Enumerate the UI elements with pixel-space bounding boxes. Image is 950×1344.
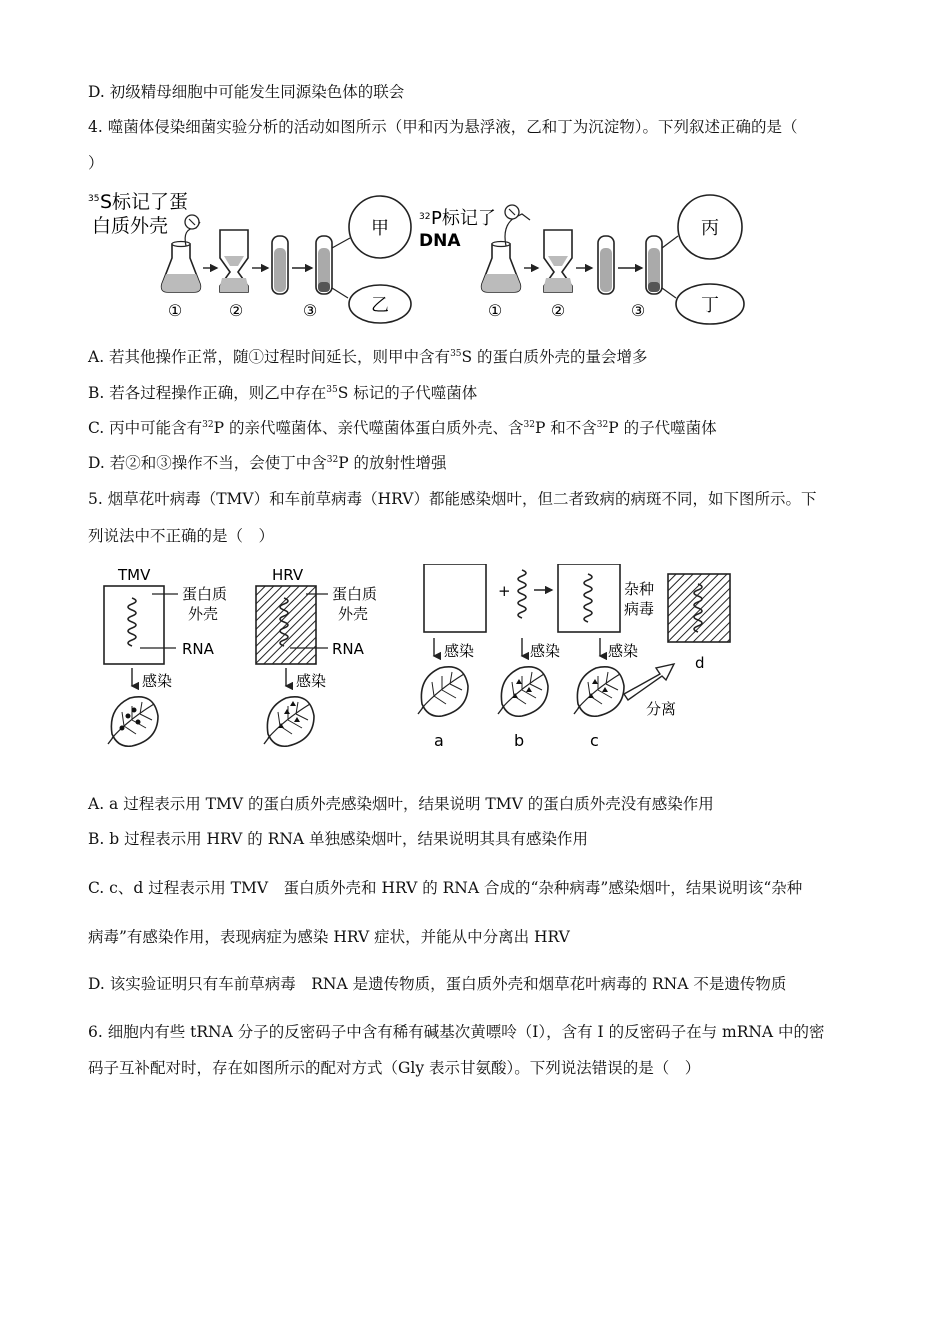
svg-text:b: b: [514, 731, 525, 750]
svg-text:c: c: [590, 731, 599, 750]
q6-stem-line1: 6. 细胞内有些 tRNA 分子的反密码子中含有稀有碱基次黄嘌呤（I），含有 I 的反密码子在与 mRNA 中的密: [88, 1023, 825, 1041]
svg-text:蛋白质: 蛋白质: [182, 585, 228, 603]
svg-text:RNA: RNA: [332, 640, 364, 658]
right-label-line2: DNA: [419, 231, 461, 251]
svg-text:感染: 感染: [530, 642, 561, 660]
svg-text:①: ①: [167, 301, 183, 320]
svg-text:③: ③: [302, 301, 318, 320]
q3-option-d: D. 初级精母细胞中可能发生同源染色体的联会: [88, 83, 405, 101]
left-label-mass: 35: [88, 194, 100, 204]
label-bing: 丙: [701, 218, 719, 239]
label-jia: 甲: [371, 218, 389, 239]
q5-option-c-line1: C. c、d 过程表示用 TMV 蛋白质外壳和 HRV 的 RNA 合成的“杂种病毒”感染烟叶，结果说明该“杂种: [88, 879, 803, 897]
q5-option-b: B. b 过程表示用 HRV 的 RNA 单独感染烟叶，结果说明其具有感染作用: [88, 830, 589, 848]
svg-text:病毒: 病毒: [624, 600, 655, 618]
svg-text:RNA: RNA: [182, 640, 214, 658]
tmv-label: TMV: [118, 566, 151, 584]
q4-phage-experiment-figure: [86, 186, 766, 326]
blender-icon: [220, 230, 248, 292]
q4-stem-line1: 4. 噬菌体侵染细菌实验分析的活动如图所示（甲和丙为悬浮液，乙和丁为沉淀物）。下列叙述正确的是（: [88, 118, 798, 136]
leaf-icon: [574, 667, 624, 716]
separate-arrow-icon: [624, 664, 674, 700]
q5-option-c-line2: 病毒”有感染作用，表现病症为感染 HRV 症状，并能从中分离出 HRV: [88, 928, 570, 946]
q5-option-a: A. a 过程表示用 TMV 的蛋白质外壳感染烟叶，结果说明 TMV 的蛋白质外壳没有感染作用: [88, 795, 714, 813]
svg-text:杂种: 杂种: [624, 580, 655, 598]
q5-stem-line2: 列说法中不正确的是（ ）: [88, 527, 275, 545]
leaf-icon: [418, 667, 468, 716]
svg-text:a: a: [434, 731, 444, 750]
flask-icon: [482, 242, 521, 293]
left-label-line1: S标记了蛋: [100, 191, 189, 213]
svg-text:外壳: 外壳: [188, 605, 219, 623]
svg-text:③: ③: [630, 301, 646, 320]
label-yi: 乙: [371, 295, 389, 316]
right-label-line1: P标记了: [431, 208, 496, 229]
q4-stem-line2: ）: [88, 154, 104, 172]
blender-icon: [544, 230, 572, 292]
empty-coat-box: [424, 564, 486, 632]
q4-option-c: C. 丙中可能含有$^{32}$P 的亲代噬菌体、亲代噬菌体蛋白质外壳、含$^{32}$P 和不含$^{32}$P 的子代噬菌体: [88, 419, 717, 437]
q5-option-d: D. 该实验证明只有车前草病毒 RNA 是遗传物质，蛋白质外壳和烟草花叶病毒的 RNA 不是遗传物质: [88, 975, 787, 993]
hrv-virus-box: [256, 586, 316, 664]
leaf-icon: [264, 697, 314, 746]
q5-stem-line1: 5. 烟草花叶病毒（TMV）和车前草病毒（HRV）都能感染烟叶，但二者致病的病斑不同，如下图所示。下: [88, 490, 817, 508]
tmv-virus-box: [104, 586, 164, 664]
svg-text:②: ②: [550, 301, 566, 320]
svg-text:①: ①: [487, 301, 503, 320]
svg-text:感染: 感染: [608, 642, 639, 660]
svg-text:蛋白质: 蛋白质: [332, 585, 378, 603]
svg-text:②: ②: [228, 301, 244, 320]
q4-option-d: D. 若②和③操作不当，会使丁中含$^{32}$P 的放射性增强: [88, 454, 447, 472]
hrv-label: HRV: [272, 566, 304, 584]
svg-text:感染: 感染: [142, 672, 173, 690]
q4-option-a: A. 若其他操作正常，随①过程时间延长，则甲中含有$^{35}$S 的蛋白质外壳的量会增多: [88, 348, 648, 366]
svg-text:感染: 感染: [296, 672, 327, 690]
label-ding: 丁: [701, 295, 719, 316]
svg-text:分离: 分离: [646, 700, 677, 718]
left-label-line2: 白质外壳: [92, 215, 169, 237]
svg-text:感染: 感染: [444, 642, 475, 660]
svg-text:+: +: [498, 582, 511, 600]
right-label-mass: 32: [419, 212, 431, 222]
leaf-icon: [498, 667, 548, 716]
svg-text:外壳: 外壳: [338, 605, 369, 623]
leaf-icon: [108, 697, 158, 746]
hrv-rna-coil-icon: [518, 570, 526, 618]
q6-stem-line2: 码子互补配对时，存在如图所示的配对方式（Gly 表示甘氨酸）。下列说法错误的是（ ）: [88, 1059, 701, 1077]
flask-icon: [162, 242, 201, 293]
q5-virus-experiment-figure: [100, 564, 760, 756]
q4-option-b: B. 若各过程操作正确，则乙中存在$^{35}$S 标记的子代噬菌体: [88, 384, 478, 402]
svg-text:d: d: [695, 654, 705, 672]
